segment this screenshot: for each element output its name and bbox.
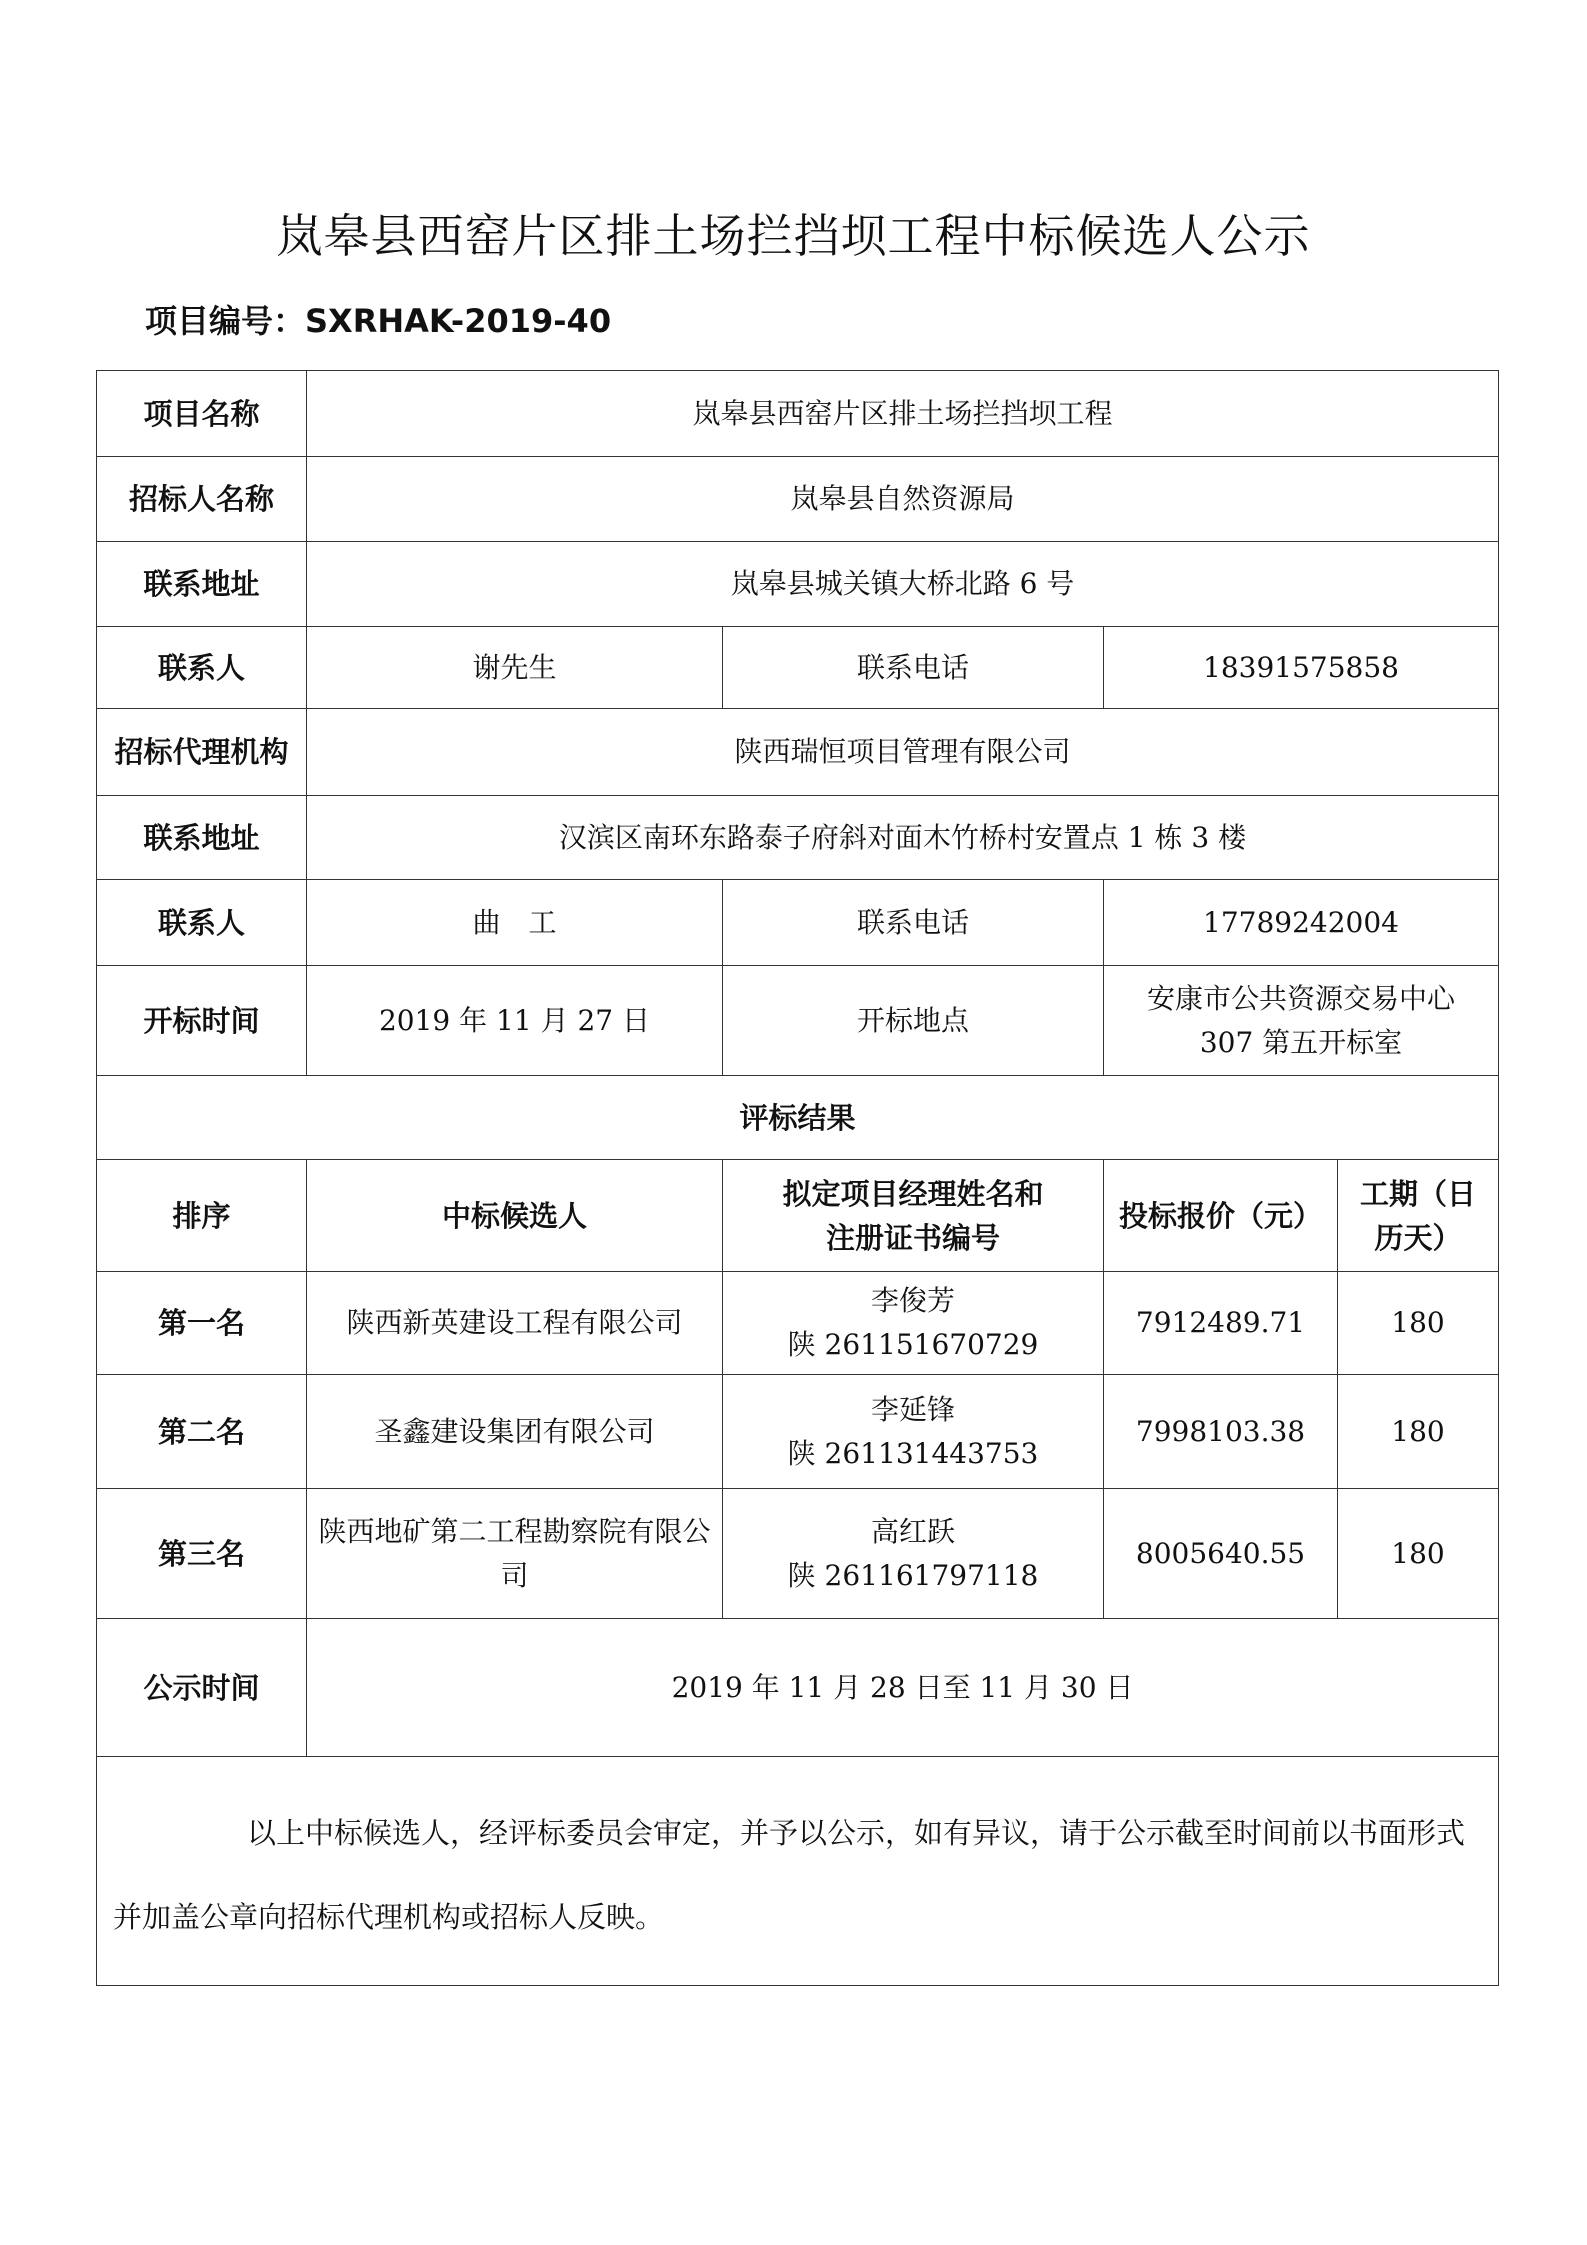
project-name-value: 岚皋县西窑片区排土场拦挡坝工程	[307, 371, 1499, 457]
contact-value: 谢先生	[307, 627, 723, 709]
open-time-label: 开标时间	[97, 966, 307, 1076]
manager-cell	[723, 1272, 1104, 1375]
col-manager-header-line-2: 注册证书编号	[825, 1220, 1000, 1255]
row-address	[97, 542, 1499, 627]
col-manager-header-line-1: 拟定项目经理姓名和	[782, 1176, 1044, 1211]
publicity-label: 公示时间	[97, 1619, 307, 1757]
manager-name: 李俊芳	[870, 1284, 955, 1317]
project-name-label: 项目名称	[97, 371, 307, 457]
manager-cell	[723, 1489, 1104, 1619]
agency-address-value: 汉滨区南环东路泰子府斜对面木竹桥村安置点 1 栋 3 楼	[307, 796, 1499, 880]
row-tenderer	[97, 457, 1499, 542]
address-value: 岚皋县城关镇大桥北路 6 号	[307, 542, 1499, 627]
agency-phone-label: 联系电话	[723, 880, 1104, 966]
col-period-header	[1338, 1160, 1499, 1272]
results-heading: 评标结果	[97, 1076, 1499, 1160]
row-contact	[97, 627, 1499, 709]
phone-value: 18391575858	[1104, 627, 1499, 709]
row-opening	[97, 966, 1499, 1076]
publicity-value: 2019 年 11 月 28 日至 11 月 30 日	[307, 1619, 1499, 1757]
rank-cell: 第一名	[97, 1272, 307, 1375]
bid-cell: 7912489.71	[1104, 1272, 1338, 1375]
address-label: 联系地址	[97, 542, 307, 627]
candidate-cell: 陕西新英建设工程有限公司	[307, 1272, 723, 1375]
announcement-table	[96, 370, 1499, 1986]
open-place-label: 开标地点	[723, 966, 1104, 1076]
agency-label: 招标代理机构	[97, 709, 307, 796]
bid-cell: 7998103.38	[1104, 1375, 1338, 1489]
candidate-cell: 圣鑫建设集团有限公司	[307, 1375, 723, 1489]
row-agency-address	[97, 796, 1499, 880]
agency-address-label: 联系地址	[97, 796, 307, 880]
open-time-value: 2019 年 11 月 27 日	[307, 966, 723, 1076]
open-place-value	[1104, 966, 1499, 1076]
agency-contact-label: 联系人	[97, 880, 307, 966]
col-candidate-header: 中标候选人	[307, 1160, 723, 1272]
agency-contact-value: 曲 工	[307, 880, 723, 966]
period-cell: 180	[1338, 1375, 1499, 1489]
open-place-line-1: 安康市公共资源交易中心	[1147, 981, 1456, 1015]
period-cell: 180	[1338, 1272, 1499, 1375]
period-cell: 180	[1338, 1489, 1499, 1619]
notice-cell	[97, 1757, 1499, 1986]
rank-cell: 第二名	[97, 1375, 307, 1489]
manager-cert: 陕 261131443753	[787, 1436, 1039, 1470]
agency-value: 陕西瑞恒项目管理有限公司	[307, 709, 1499, 796]
col-period-header-line-2: 历天）	[1374, 1220, 1462, 1255]
contact-label: 联系人	[97, 627, 307, 709]
manager-name: 李延锋	[870, 1392, 955, 1426]
page-title: 岚皋县西窑片区排土场拦挡坝工程中标候选人公示	[276, 209, 1311, 263]
manager-cert: 陕 261151670729	[787, 1328, 1039, 1361]
project-number: 项目编号：SXRHAK-2019-40	[145, 302, 612, 340]
bid-cell: 8005640.55	[1104, 1489, 1338, 1619]
results-header-row	[97, 1160, 1499, 1272]
candidate-cell: 陕西地矿第二工程勘察院有限公司	[307, 1489, 723, 1619]
agency-phone-value: 17789242004	[1104, 880, 1499, 966]
tenderer-value: 岚皋县自然资源局	[307, 457, 1499, 542]
row-agency-contact	[97, 880, 1499, 966]
table-row	[97, 1375, 1499, 1489]
open-place-line-2: 307 第五开标室	[1199, 1025, 1403, 1059]
phone-label: 联系电话	[723, 627, 1104, 709]
row-agency	[97, 709, 1499, 796]
manager-cert: 陕 261161797118	[787, 1558, 1039, 1592]
row-publicity	[97, 1619, 1499, 1757]
table-row	[97, 1489, 1499, 1619]
col-manager-header	[723, 1160, 1104, 1272]
row-project-name	[97, 371, 1499, 457]
rank-cell: 第三名	[97, 1489, 307, 1619]
tenderer-label: 招标人名称	[97, 457, 307, 542]
col-bid-header: 投标报价（元）	[1104, 1160, 1338, 1272]
table-row	[97, 1272, 1499, 1375]
col-period-header-line-1: 工期（日	[1360, 1176, 1477, 1211]
row-notice	[97, 1757, 1499, 1986]
manager-cell	[723, 1375, 1104, 1489]
row-results-heading	[97, 1076, 1499, 1160]
notice-text: 以上中标候选人，经评标委员会审定，并予以公示，如有异议，请于公示截至时间前以书面形式并加盖公章向招标代理机构或招标人反映。	[113, 1816, 1466, 1934]
col-rank-header: 排序	[97, 1160, 307, 1272]
manager-name: 高红跃	[870, 1514, 955, 1548]
